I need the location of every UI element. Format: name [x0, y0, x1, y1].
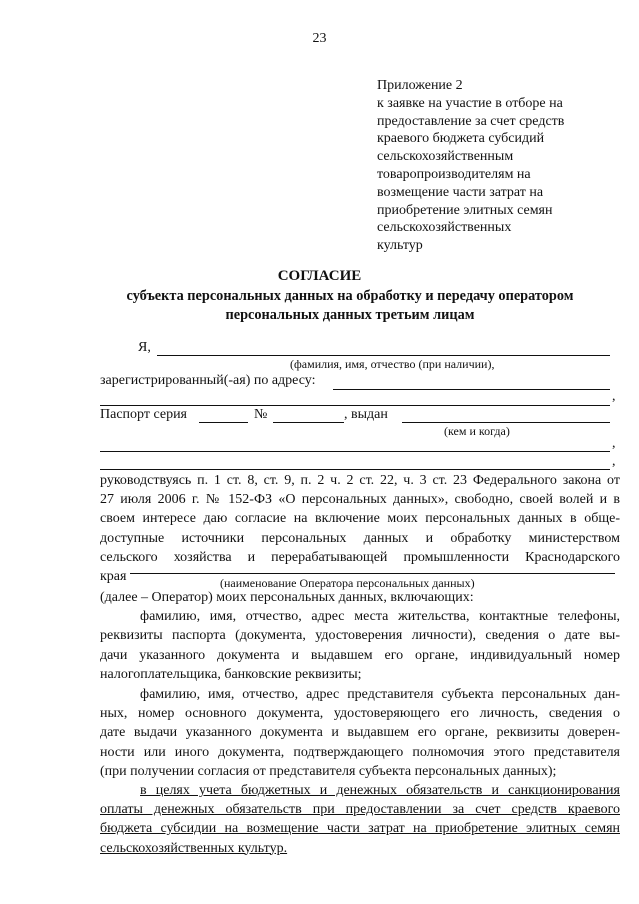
appendix-block [377, 77, 627, 255]
appendix-line: приобретение элитных семян [377, 202, 553, 218]
operator-field-line[interactable] [130, 573, 615, 574]
comma: , [612, 436, 616, 451]
appendix-line: сельскохозяйственных [377, 220, 512, 236]
appendix-line: Приложение 2 [377, 78, 463, 93]
text-line: края [100, 569, 127, 585]
issued-hint: (кем и когда) [444, 424, 510, 438]
text-line: руководствуясь п. 1 ст. 8, ст. 9, п. 2 ч. 2 ст. 22, ч. 3 ст. 23 Федерального закона от [100, 473, 620, 488]
text-line: фамилию, имя, отчество, адрес места жительства, контактные телефоны, [140, 609, 620, 625]
passport-number-field[interactable] [273, 422, 344, 423]
address-field-line[interactable] [333, 389, 610, 390]
appendix-line: к заявке на участие в отборе на [377, 95, 563, 111]
appendix-line: возмещение части затрат на [377, 184, 544, 200]
issued-field-line-2[interactable] [100, 451, 610, 452]
text-line: ных, номер основного документа, удостоверяющего его личность, сведения о [100, 706, 620, 722]
text-line: фамилию, имя, отчество, адрес представителя субъекта персональных дан- [140, 687, 620, 702]
text-line: дачи указанного документа и выдавшем его органе, индивидуальный номер [100, 647, 620, 663]
text-line: сельскохозяйственных культур. [100, 840, 288, 856]
number-sign: № [254, 407, 268, 422]
text-line: сельского хозяйства и перерабатывающей промышленности Краснодарского [100, 549, 620, 565]
document-title: СОГЛАСИЕ [277, 268, 362, 284]
subtitle-line: субъекта персональных данных на обработку и передачу оператором [126, 288, 574, 304]
operator-hint: (наименование Оператора персональных данных) [220, 576, 475, 590]
issued-label: , выдан [344, 407, 388, 422]
issued-by-field[interactable] [402, 422, 610, 423]
appendix-line: предоставление за счет средств [377, 113, 565, 129]
comma: , [612, 454, 616, 469]
issued-field-line-3[interactable] [100, 469, 610, 470]
text-line: реквизиты паспорта (документа, удостоверения личности), сведения о дате вы- [100, 628, 620, 644]
paragraph-legal-basis [100, 471, 620, 586]
text-line: бюджета субсидии на возмещение части затрат на приобретение элитных семян [100, 821, 620, 837]
page-number: 23 [312, 31, 327, 46]
paragraph-representative [100, 685, 620, 781]
document-subtitle [60, 287, 639, 324]
appendix-line: культур [377, 238, 423, 254]
text-line: дате выдачи указанного документа и выдавшем его органе, реквизиты доверен- [100, 725, 620, 741]
fio-field-line[interactable] [157, 355, 610, 356]
comma: , [612, 389, 616, 404]
passport-series-field[interactable] [199, 422, 248, 423]
text-line: своем интересе даю согласие на включение моих персональных данных в обще- [100, 511, 620, 527]
text-line: (далее – Оператор) моих персональных данных, включающих: [100, 590, 474, 605]
paragraph-purpose [100, 781, 620, 858]
fio-hint: (фамилия, имя, отчество (при наличии), [290, 357, 495, 371]
passport-label: Паспорт серия [100, 407, 187, 422]
text-line: 27 июля 2006 г. № 152-ФЗ «О персональных данных», свободно, своей волей и в [100, 492, 620, 508]
text-line: ности или иного документа, подтверждающего полномочия этого представителя [100, 744, 620, 760]
text-line: в целях учета бюджетных и денежных обязательств и санкционирования [140, 783, 620, 798]
text-line: доступные источники персональных данных и обработку министерством [100, 530, 620, 546]
paragraph-data-list [100, 588, 620, 684]
appendix-line: сельскохозяйственным [377, 149, 514, 165]
subtitle-line: персональных данных третьим лицам [225, 306, 475, 323]
text-line: налогоплательщика, банковские реквизиты; [100, 666, 362, 682]
text-line: оплаты денежных обязательств при предоставлении за счет средств краевого [100, 802, 620, 818]
appendix-line: краевого бюджета субсидий [377, 131, 545, 147]
appendix-line: товаропроизводителям на [377, 166, 531, 182]
address-label: зарегистрированный(-ая) по адресу: [100, 373, 316, 388]
text-line: (при получении согласия от представителя субъекта персональных данных); [100, 763, 557, 779]
address-field-line-2[interactable] [100, 405, 610, 406]
ya-label: Я, [138, 340, 151, 355]
